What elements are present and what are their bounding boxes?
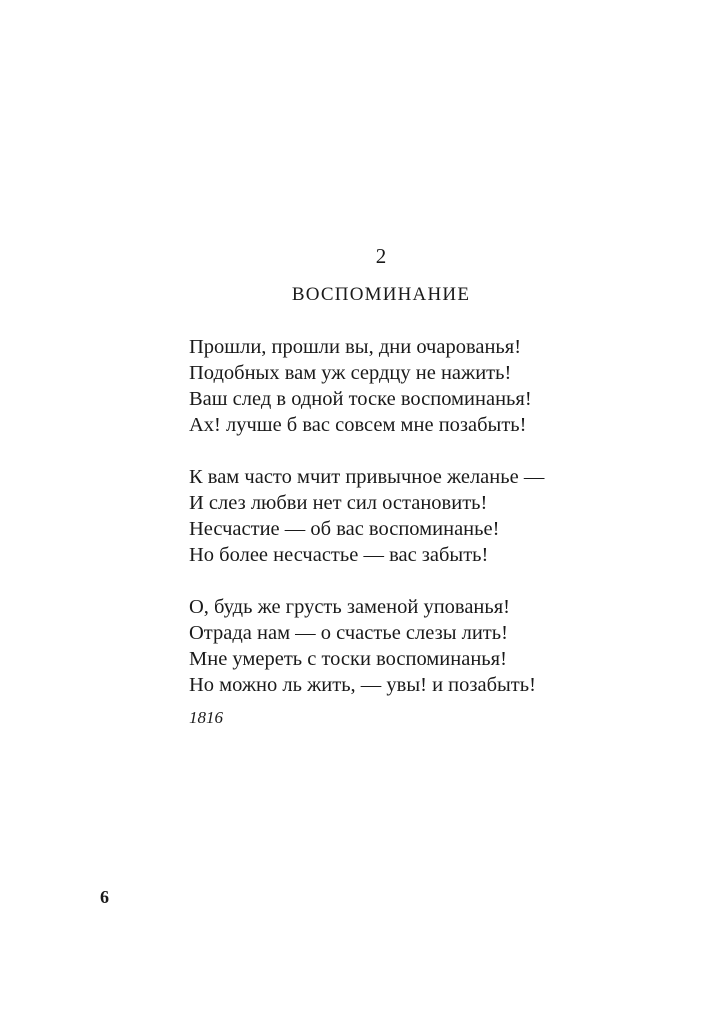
poem-title: ВОСПОМИНАНИЕ [291,284,471,305]
poem-number: 2 [375,244,387,268]
poem-line: Несчастие — об вас воспоминанье! [189,518,500,540]
poem-line: Но более несчастье — вас забыть! [189,544,489,566]
poem-line: И слез любви нет сил остановить! [189,492,488,514]
poem-line: Мне умереть с тоски воспоминанья! [189,648,507,670]
poem-body [189,334,669,724]
poem-line: Подобных вам уж сердцу не нажить! [189,362,512,384]
poem-line: К вам часто мчит привычное желанье — [189,466,545,488]
poem-line: Ваш след в одной тоске воспоминанья! [189,388,532,410]
stanza-2 [189,464,669,568]
poem-line: Отрада нам — о счастье слезы лить! [189,622,508,644]
poem-line: Но можно ль жить, — увы! и позабыть! [189,674,536,696]
poem-line: Прошли, прошли вы, дни очарованья! [189,336,522,358]
poem-line: Ах! лучше б вас совсем мне позабыть! [189,414,527,436]
poem-date: 1816 [189,708,223,727]
page-number: 6 [100,887,109,907]
stanza-3 [189,594,669,698]
stanza-1 [189,334,669,438]
poem-line: О, будь же грусть заменой упованья! [189,596,510,618]
